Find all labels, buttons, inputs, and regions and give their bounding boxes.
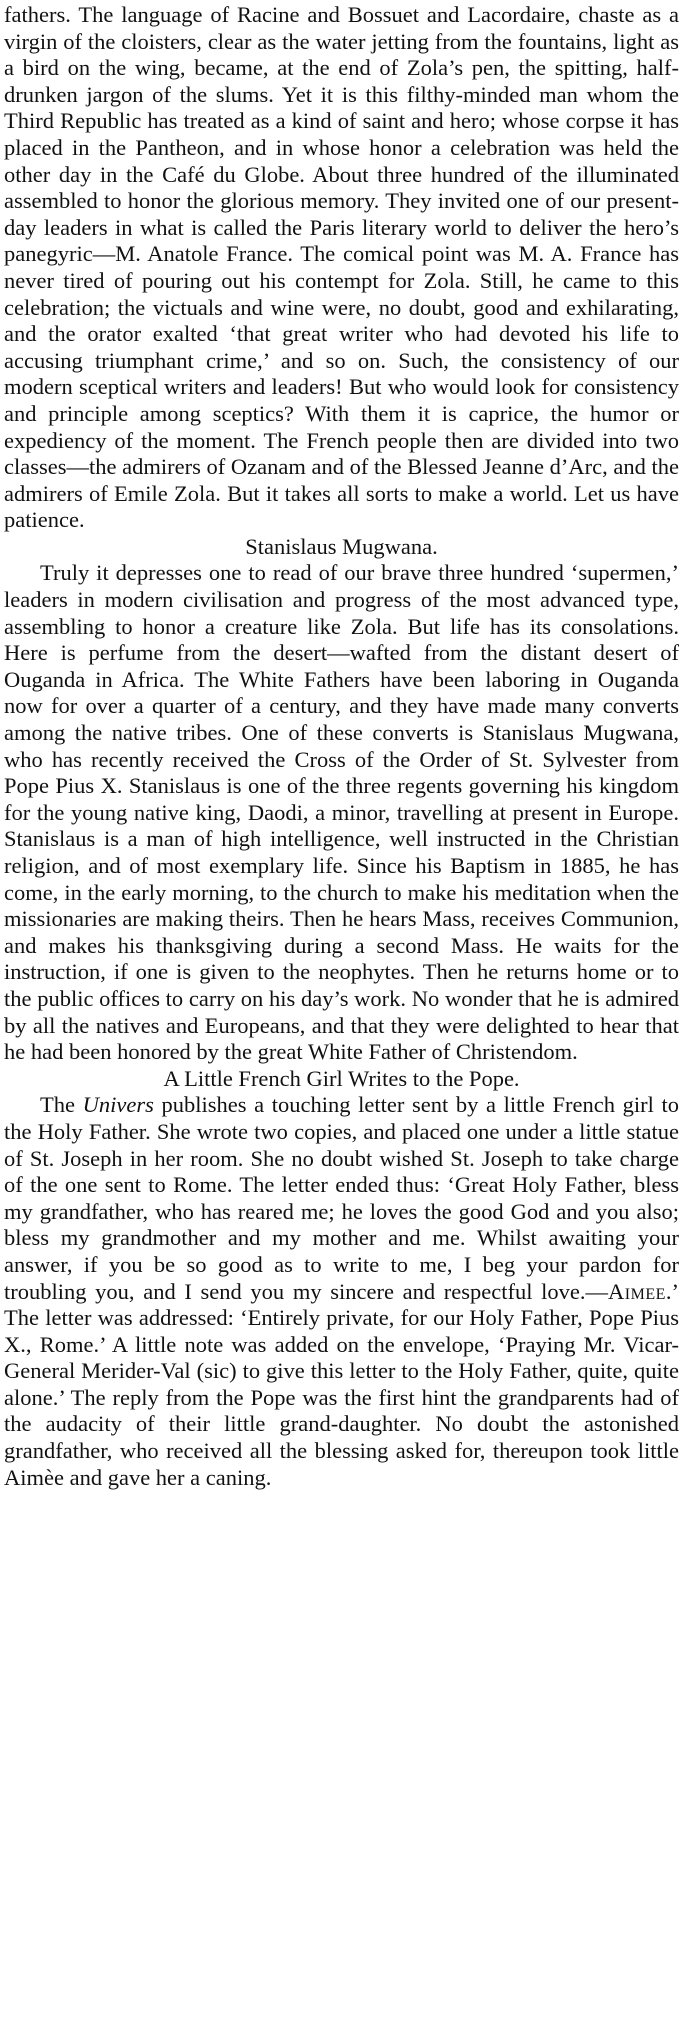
paragraph-text: publishes a touching letter sent by a little French girl to the Holy Father. She wrote two copies, and placed one under a little statue of St. Joseph in her room. She no doubt wished St. Joseph to take charge of the one sent to Rome. The letter ended thus: ‘Great Holy Father, bless my grandfather, who has reared me; he loves the good God and you also; bless my grandmother and my mother and me. Whilst awaiting your answer, if you be so good as to write to me, I beg your pardon for troubling you, and I send you my sincere and respectful love.— xyxy=(4,1092,679,1304)
paragraph-stanislaus: Truly it depresses one to read of our brave three hundred ‘supermen,’ leaders in modern civilisation and progress of the most advanced type, assembling to honor a creature like Zola. But life has its consolations. Here is perfume from the desert—wafted from the distant desert of Ouganda in Africa. The White Fathers have been laboring in Ouganda now for over a quarter of a century, and they have made many converts among the native tribes. One of these converts is Stanislaus Mugwana, who has recently received the Cross of the Order of St. Sylvester from Pope Pius X. Stanislaus is one of the three regents governing his kingdom for the young native king, Daodi, a minor, travelling at present in Europe. Stanislaus is a man of high intelligence, well instructed in the Christian religion, and of most exemplary life. Since his Baptism in 1885, he has come, in the early morning, to the church to make his meditation when the missionaries are making theirs. Then he hears Mass, receives Communion, and makes his thanksgiving during a second Mass. He waits for the instruction, if one is given to the neophytes. Then he returns home or to the public offices to carry on his day’s work. No wonder that he is admired by all the natives and Europeans, and that they were delighted to hear that he had been honored by the great White Father of Christendom. xyxy=(4,560,679,1065)
paragraph-text: .’ The letter was addressed: ‘Entirely private, for our Holy Father, Pope Pius X., Rome.’ A little note was added on the envelope, ‘Praying Mr. Vicar-General Merider-Val (sic) to give this letter to the Holy Father, quite, quite alone.’ The reply from the Pope was the first hint the grandparents had of the audacity of their little grand-daughter. No doubt the astonished grandfather, who received all the blessing asked for, thereupon took little Aimèe and gave her a caning. xyxy=(4,1278,679,1490)
section-heading-french-girl: A Little French Girl Writes to the Pope. xyxy=(163,1065,520,1091)
letter-signature: Aimee xyxy=(608,1278,666,1304)
paragraph-french-girl xyxy=(4,1092,679,1491)
section-heading-stanislaus: Stanislaus Mugwana. xyxy=(245,533,438,559)
paragraph-zola: fathers. The language of Racine and Bossuet and Lacordaire, chaste as a virgin of the cloisters, clear as the water jetting from the fountains, light as a bird on the wing, became, at the end of Zola’s pen, the spitting, half-drunken jargon of the slums. Yet it is this filthy-minded man whom the Third Republic has treated as a kind of saint and hero; whose corpse it has placed in the Pantheon, and in whose honor a celebration was held the other day in the Café du Globe. About three hundred of the illuminated assembled to honor the glorious memory. They invited one of our present-day leaders in what is called the Paris literary world to deliver the hero’s panegyric—M. Anatole France. The comical point was M. A. France has never tired of pouring out his contempt for Zola. Still, he came to this celebration; the victuals and wine were, no doubt, good and exhilarating, and the orator exalted ‘that great writer who had devoted his life to accusing triumphant crime,’ and so on. Such, the consistency of our modern sceptical writers and leaders! But who would look for consistency and principle among sceptics? With them it is caprice, the humor or expediency of the moment. The French people then are divided into two classes—the admirers of Ozanam and of the Blessed Jeanne d’Arc, and the admirers of Emile Zola. But it takes all sorts to make a world. Let us have patience. xyxy=(4,2,679,533)
paragraph-text: The xyxy=(40,1092,83,1118)
newspaper-title: Univers xyxy=(82,1092,154,1118)
